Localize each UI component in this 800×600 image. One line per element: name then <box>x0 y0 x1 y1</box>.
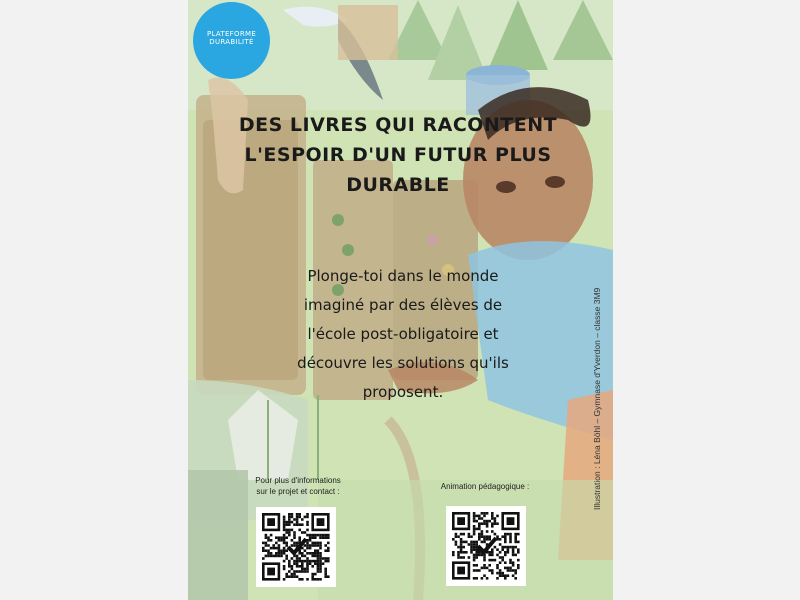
description-line-5: proposent. <box>362 383 444 401</box>
logo-line-1: PLATEFORME <box>206 30 257 38</box>
title-line-2: L'ESPOIR D'UN FUTUR PLUS <box>244 144 552 166</box>
plateforme-durabilite-logo <box>193 2 270 79</box>
logo-label <box>193 30 270 46</box>
poster-description <box>258 262 548 407</box>
poster <box>188 0 613 600</box>
description-line-1: Plonge-toi dans le monde <box>307 267 499 285</box>
qr-left-label-line-2: sur le projet et contact : <box>256 487 340 496</box>
poster-title <box>228 110 568 200</box>
qr-left-label <box>238 475 358 497</box>
title-line-3: DURABLE <box>346 174 450 196</box>
description-line-4: découvre les solutions qu'ils <box>297 354 509 372</box>
description-line-2: imaginé par des élèves de <box>303 296 503 314</box>
qr-code-icon[interactable] <box>446 506 526 586</box>
title-line-1: DES LIVRES QUI RACONTENT <box>238 114 558 136</box>
qr-left-label-line-1: Pour plus d'informations <box>255 476 341 485</box>
illustration-credit: Illustration : Léna Böhl – Gymnase d'Yverdon – classe 3M9 <box>592 287 602 510</box>
qr-right-label-line-1: Animation pédagogique : <box>440 482 530 491</box>
qr-right-label <box>420 481 550 492</box>
qr-code-icon[interactable] <box>256 507 336 587</box>
description-line-3: l'école post-obligatoire et <box>307 325 499 343</box>
logo-line-2: DURABILITÉ <box>209 38 254 46</box>
